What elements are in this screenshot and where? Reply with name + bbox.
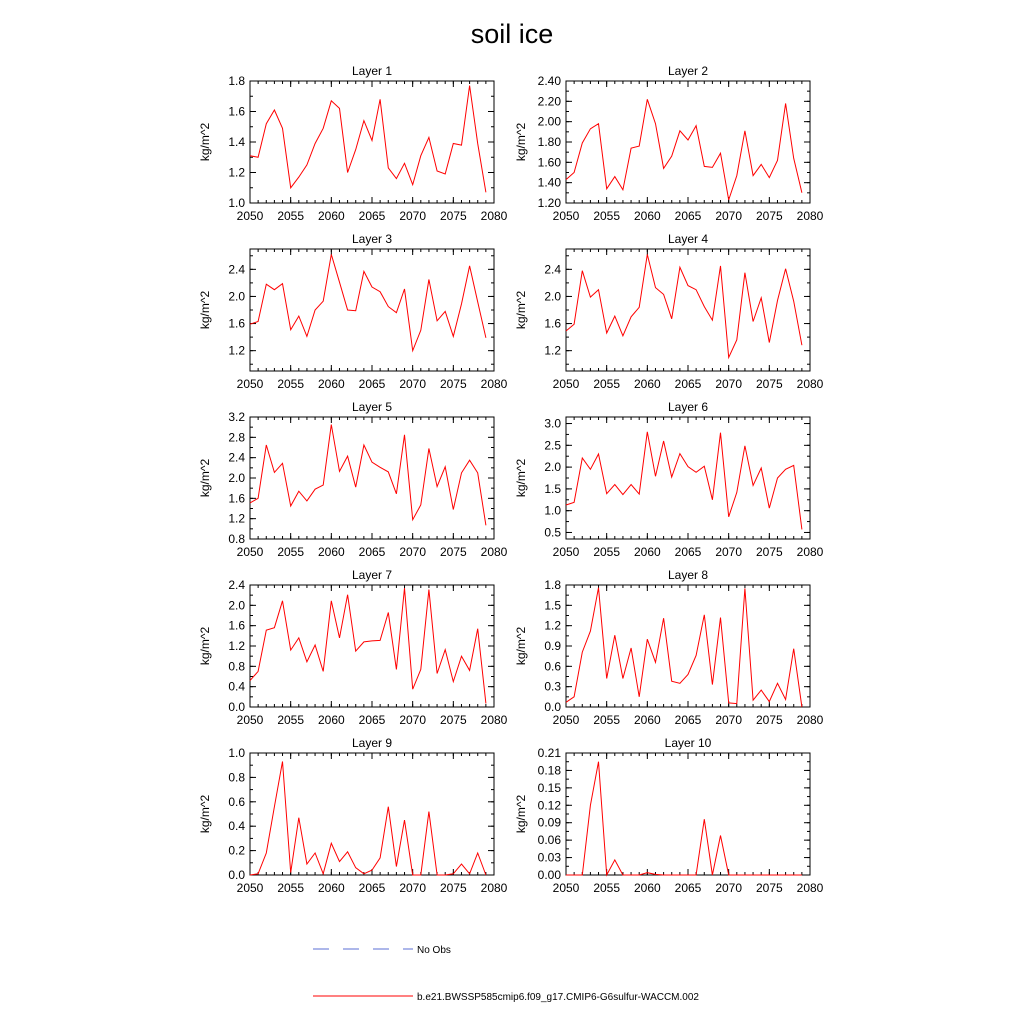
x-tick-label: 2070 — [715, 377, 743, 391]
panel-title-layer-5: Layer 5 — [351, 400, 393, 414]
y-tick-label: 0.09 — [537, 815, 561, 830]
panel-title-layer-4: Layer 4 — [667, 232, 709, 246]
plot-frame-layer-5 — [250, 417, 494, 539]
panel-title-layer-6: Layer 6 — [667, 400, 709, 414]
x-tick-label: 2075 — [755, 881, 783, 895]
y-tick-label: 1.0 — [228, 746, 245, 760]
panel-layer-10 — [514, 736, 824, 895]
y-axis-label: kg/m^2 — [198, 626, 212, 666]
x-tick-label: 2050 — [552, 881, 580, 895]
x-tick-label: 2075 — [439, 545, 467, 559]
y-axis-label: kg/m^2 — [514, 458, 528, 498]
y-tick-label: 0.8 — [228, 770, 245, 785]
y-tick-label: 2.8 — [228, 430, 245, 445]
y-tick-label: 0.4 — [228, 819, 245, 834]
y-tick-label: 0.0 — [228, 700, 245, 714]
x-tick-label: 2055 — [277, 377, 305, 391]
y-axis-label: kg/m^2 — [198, 794, 212, 834]
y-tick-label: 1.2 — [228, 343, 245, 358]
y-tick-label: 1.8 — [544, 578, 561, 592]
x-tick-label: 2065 — [358, 545, 386, 559]
y-tick-label: 0.0 — [228, 868, 245, 882]
panel-title-layer-9: Layer 9 — [351, 736, 393, 750]
y-tick-label: 2.4 — [544, 262, 561, 277]
y-tick-label: 2.4 — [228, 578, 245, 592]
x-tick-label: 2050 — [236, 209, 264, 223]
x-tick-label: 2080 — [796, 881, 824, 895]
panels — [198, 64, 824, 895]
x-tick-label: 2070 — [715, 545, 743, 559]
plot-frame-layer-6 — [566, 417, 810, 539]
x-tick-label: 2060 — [633, 377, 661, 391]
y-tick-label: 0.0 — [544, 700, 561, 714]
y-tick-label: 1.5 — [544, 481, 561, 496]
x-tick-label: 2075 — [755, 545, 783, 559]
series-line-layer-8 — [566, 588, 802, 707]
x-tick-label: 2065 — [674, 545, 702, 559]
x-tick-label: 2055 — [277, 881, 305, 895]
legend-run-label: b.e21.BWSSP585cmip6.f09_g17.CMIP6-G6sulfur-WACCM.002 — [417, 992, 699, 1003]
x-tick-label: 2050 — [236, 545, 264, 559]
x-tick-label: 2055 — [593, 377, 621, 391]
y-tick-label: 2.4 — [228, 450, 245, 465]
panel-layer-4 — [514, 232, 824, 391]
y-tick-label: 0.06 — [537, 833, 561, 848]
x-tick-label: 2070 — [399, 377, 427, 391]
plot-frame-layer-3 — [250, 249, 494, 371]
y-tick-label: 2.5 — [544, 438, 561, 453]
y-tick-label: 2.40 — [537, 74, 561, 88]
y-tick-label: 1.80 — [537, 135, 561, 149]
x-tick-label: 2080 — [480, 881, 508, 895]
x-tick-label: 2060 — [633, 545, 661, 559]
panel-title-layer-1: Layer 1 — [351, 64, 393, 78]
x-tick-label: 2070 — [399, 209, 427, 223]
x-tick-label: 2065 — [674, 881, 702, 895]
panel-layer-5 — [198, 400, 508, 559]
x-tick-label: 2050 — [552, 713, 580, 727]
y-tick-label: 0.6 — [228, 794, 245, 809]
y-tick-label: 3.0 — [544, 416, 561, 431]
y-tick-label: 0.6 — [544, 659, 561, 674]
y-tick-label: 1.40 — [537, 175, 561, 190]
panel-layer-2 — [514, 64, 824, 223]
x-tick-label: 2060 — [633, 881, 661, 895]
figure-title: soil ice — [470, 19, 554, 49]
series-line-layer-6 — [566, 432, 802, 530]
y-tick-label: 2.0 — [228, 598, 245, 613]
x-tick-label: 2055 — [277, 209, 305, 223]
series-line-layer-7 — [250, 588, 486, 703]
panel-title-layer-7: Layer 7 — [351, 568, 393, 582]
y-tick-label: 0.2 — [228, 843, 245, 858]
y-tick-label: 0.18 — [537, 763, 561, 778]
x-tick-label: 2060 — [317, 713, 345, 727]
x-tick-label: 2070 — [715, 209, 743, 223]
y-tick-label: 0.03 — [537, 850, 561, 865]
y-tick-label: 0.8 — [228, 659, 245, 674]
panel-title-layer-10: Layer 10 — [664, 736, 712, 750]
y-tick-label: 2.0 — [228, 289, 245, 304]
y-tick-label: 1.6 — [228, 104, 245, 119]
x-tick-label: 2060 — [317, 377, 345, 391]
plot-frame-layer-1 — [250, 81, 494, 203]
x-tick-label: 2050 — [552, 377, 580, 391]
x-tick-label: 2065 — [674, 209, 702, 223]
y-tick-label: 0.8 — [228, 532, 245, 546]
x-tick-label: 2075 — [439, 209, 467, 223]
y-axis-label: kg/m^2 — [514, 122, 528, 162]
y-axis-label: kg/m^2 — [198, 290, 212, 330]
y-tick-label: 1.20 — [537, 196, 561, 210]
series-line-layer-3 — [250, 254, 486, 350]
x-tick-label: 2060 — [633, 209, 661, 223]
panel-layer-3 — [198, 232, 508, 391]
x-tick-label: 2065 — [358, 881, 386, 895]
plot-frame-layer-2 — [566, 81, 810, 203]
series-line-layer-5 — [250, 425, 486, 526]
y-axis-label: kg/m^2 — [514, 290, 528, 330]
x-tick-label: 2075 — [439, 377, 467, 391]
panel-layer-1 — [198, 64, 508, 223]
y-tick-label: 1.2 — [228, 511, 245, 526]
x-tick-label: 2080 — [480, 209, 508, 223]
y-tick-label: 2.0 — [228, 471, 245, 485]
y-tick-label: 0.3 — [544, 679, 561, 694]
x-tick-label: 2070 — [399, 713, 427, 727]
y-tick-label: 2.4 — [228, 262, 245, 277]
y-tick-label: 1.60 — [537, 155, 561, 170]
y-axis-label: kg/m^2 — [198, 458, 212, 498]
y-tick-label: 0.12 — [537, 798, 561, 813]
x-tick-label: 2080 — [796, 545, 824, 559]
x-tick-label: 2050 — [552, 545, 580, 559]
x-tick-label: 2080 — [796, 209, 824, 223]
y-tick-label: 0.21 — [537, 746, 561, 760]
x-tick-label: 2075 — [755, 377, 783, 391]
y-tick-label: 0.00 — [537, 868, 561, 882]
y-tick-label: 1.6 — [544, 316, 561, 331]
x-tick-label: 2065 — [674, 713, 702, 727]
y-tick-label: 3.2 — [228, 410, 245, 424]
x-tick-label: 2075 — [439, 881, 467, 895]
y-tick-label: 1.2 — [228, 639, 245, 653]
x-tick-label: 2065 — [358, 377, 386, 391]
x-tick-label: 2070 — [399, 881, 427, 895]
y-axis-label: kg/m^2 — [514, 794, 528, 834]
y-tick-label: 1.8 — [228, 74, 245, 88]
series-line-layer-1 — [250, 86, 486, 193]
y-tick-label: 1.5 — [544, 598, 561, 613]
panel-layer-8 — [514, 568, 824, 727]
x-tick-label: 2060 — [317, 881, 345, 895]
series-line-layer-9 — [250, 762, 486, 876]
x-tick-label: 2055 — [593, 881, 621, 895]
x-tick-label: 2050 — [236, 881, 264, 895]
x-tick-label: 2075 — [755, 713, 783, 727]
y-tick-label: 1.0 — [544, 503, 561, 518]
plot-frame-layer-8 — [566, 585, 810, 707]
x-tick-label: 2055 — [593, 209, 621, 223]
series-line-layer-4 — [566, 254, 802, 357]
y-tick-label: 1.6 — [228, 491, 245, 506]
panel-layer-6 — [514, 400, 824, 559]
y-axis-label: kg/m^2 — [198, 122, 212, 162]
x-tick-label: 2055 — [277, 713, 305, 727]
x-tick-label: 2065 — [674, 377, 702, 391]
y-tick-label: 1.6 — [228, 618, 245, 633]
y-tick-label: 2.0 — [544, 289, 561, 304]
x-tick-label: 2050 — [236, 377, 264, 391]
x-tick-label: 2065 — [358, 713, 386, 727]
x-tick-label: 2080 — [796, 377, 824, 391]
panel-title-layer-3: Layer 3 — [351, 232, 393, 246]
x-tick-label: 2070 — [715, 881, 743, 895]
x-tick-label: 2055 — [277, 545, 305, 559]
x-tick-label: 2065 — [358, 209, 386, 223]
x-tick-label: 2080 — [480, 545, 508, 559]
x-tick-label: 2060 — [633, 713, 661, 727]
y-tick-label: 1.0 — [228, 196, 245, 210]
x-tick-label: 2080 — [796, 713, 824, 727]
legend-no-obs-label: No Obs — [417, 945, 451, 956]
x-tick-label: 2070 — [715, 713, 743, 727]
y-tick-label: 0.9 — [544, 639, 561, 653]
x-tick-label: 2050 — [552, 209, 580, 223]
x-tick-label: 2055 — [593, 713, 621, 727]
x-tick-label: 2060 — [317, 545, 345, 559]
x-tick-label: 2075 — [439, 713, 467, 727]
y-tick-label: 0.5 — [544, 525, 561, 540]
panel-title-layer-2: Layer 2 — [667, 64, 709, 78]
x-tick-label: 2060 — [317, 209, 345, 223]
panel-layer-7 — [198, 568, 508, 727]
x-tick-label: 2075 — [755, 209, 783, 223]
x-tick-label: 2080 — [480, 713, 508, 727]
x-tick-label: 2070 — [399, 545, 427, 559]
y-tick-label: 1.2 — [544, 618, 561, 633]
y-tick-label: 2.00 — [537, 114, 561, 129]
y-tick-label: 1.2 — [544, 343, 561, 358]
y-tick-label: 0.15 — [537, 780, 561, 795]
y-tick-label: 1.2 — [228, 165, 245, 180]
y-tick-label: 0.4 — [228, 679, 245, 694]
series-line-layer-2 — [566, 99, 802, 200]
plot-frame-layer-7 — [250, 585, 494, 707]
panel-layer-9 — [198, 736, 508, 895]
y-tick-label: 1.6 — [228, 316, 245, 331]
y-tick-label: 1.4 — [228, 135, 245, 149]
legend — [313, 945, 699, 1003]
y-tick-label: 2.0 — [544, 460, 561, 475]
y-tick-label: 2.20 — [537, 94, 561, 109]
x-tick-label: 2080 — [480, 377, 508, 391]
x-tick-label: 2055 — [593, 545, 621, 559]
panel-title-layer-8: Layer 8 — [667, 568, 709, 582]
x-tick-label: 2050 — [236, 713, 264, 727]
series-line-layer-10 — [566, 762, 802, 875]
y-axis-label: kg/m^2 — [514, 626, 528, 666]
